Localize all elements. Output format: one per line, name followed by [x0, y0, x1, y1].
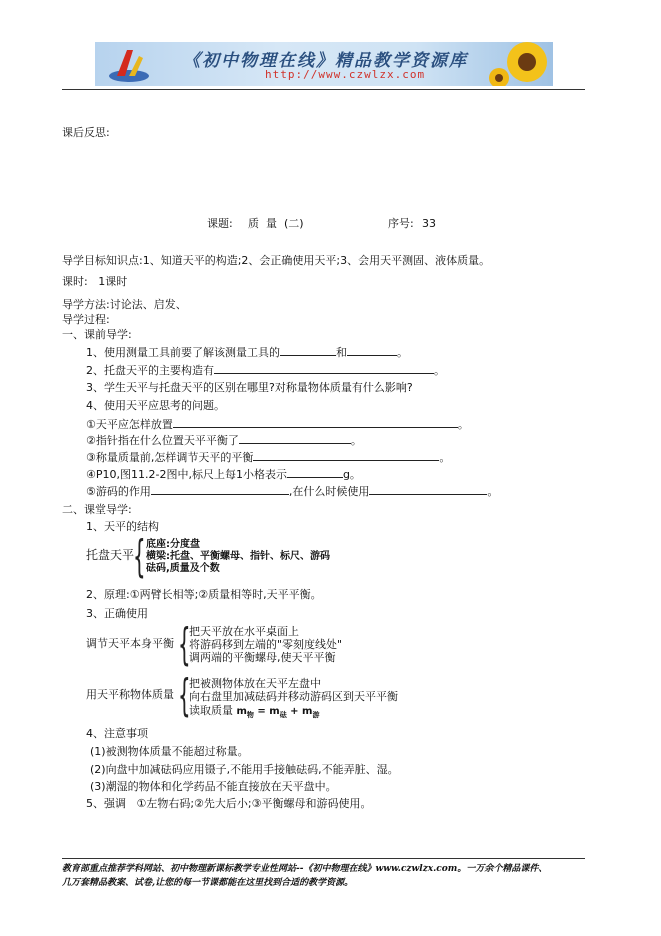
question-2	[86, 363, 445, 378]
sunflower-icon	[487, 42, 551, 86]
question-1-text-a: 1、使用测量工具前要了解该测量工具的	[86, 346, 280, 359]
question-1-text-b: 和	[336, 346, 347, 359]
step-3-usage: 3、正确使用	[86, 607, 148, 620]
question-2-text-b: 。	[434, 364, 445, 377]
question-4-3-text-a: ③称量质量前,怎样调节天平的平衡	[86, 451, 254, 464]
weigh-item-3	[189, 705, 319, 721]
step-2-principle: 2、原理:①两臂长相等;②质量相等时,天平平衡。	[86, 588, 322, 601]
question-1-text-c: 。	[397, 346, 408, 359]
weigh-item-3-text: 读取质量	[189, 704, 233, 717]
question-4-3-text-b: 。	[439, 451, 451, 464]
footer-line-1: 教育部重点推荐学科网站、初中物理新课标教学专业性网站--《初中物理在线》www.czwlzx.com。一万余个精品课件、	[62, 864, 548, 874]
weigh-item-2: 向右盘里加减砝码并移动游码区到天平平衡	[189, 690, 398, 703]
question-4-5-text-b: ,在什么时候使用	[288, 485, 370, 498]
weigh-label: 用天平称物体质量	[86, 688, 174, 701]
balance-label: 托盘天平	[86, 548, 135, 562]
footer-line-2: 几万套精品教案、试卷,让您的每一节课都能在这里找到合适的教学资源。	[62, 878, 354, 888]
adjust-item-2: 将游码移到左端的"零刻度线处"	[189, 638, 343, 651]
question-4-3	[86, 450, 450, 465]
question-4-1-text-a: ①天平应怎样放置	[86, 418, 173, 431]
blank-4-3[interactable]	[253, 450, 439, 461]
formula-mid: m	[269, 706, 280, 717]
blank-1a[interactable]	[280, 345, 336, 356]
blank-2[interactable]	[214, 363, 434, 374]
section1-title: 一、课前导学:	[62, 328, 132, 341]
blank-4-1[interactable]	[173, 417, 458, 428]
question-4-4-text-a: ④P10,图11.2-2图中,标尺上每1小格表示	[86, 468, 287, 481]
question-4-5-text-c: 。	[487, 485, 499, 498]
topic-label: 课题:	[207, 217, 233, 230]
note-3: (3)潮湿的物体和化学药品不能直接放在天平盘中。	[90, 780, 337, 793]
site-logo-icon	[107, 46, 151, 84]
question-4-2-text-a: ②指针指在什么位置天平平衡了	[86, 434, 239, 447]
formula-mid-sub: 砝	[279, 711, 287, 719]
lesson-period: 课时: 1课时	[62, 275, 128, 288]
blank-4-2[interactable]	[239, 433, 351, 444]
question-4-2-text-b: 。	[350, 434, 362, 447]
blank-4-5b[interactable]	[369, 484, 487, 495]
balance-item-weights: 砝码,质量及个数	[146, 563, 220, 574]
brace-adjust: {	[178, 619, 191, 670]
blank-4-5a[interactable]	[151, 484, 289, 495]
blank-1b[interactable]	[347, 345, 397, 356]
question-4-5	[86, 484, 498, 499]
header-divider	[62, 89, 585, 90]
mass-formula: $m_物 = m_砝 + m_游$	[236, 706, 320, 719]
question-2-text-a: 2、托盘天平的主要构造有	[86, 364, 214, 377]
weigh-item-1: 把被测物体放在天平左盘中	[189, 677, 321, 690]
footer-divider	[62, 858, 585, 859]
reflection-label: 课后反思:	[62, 126, 110, 139]
formula-rhs-sub: 游	[312, 711, 320, 719]
formula-lhs: m	[236, 706, 247, 717]
question-4-2	[86, 433, 362, 448]
brace-balance: {	[133, 531, 146, 582]
step-1-structure: 1、天平的结构	[86, 520, 159, 533]
question-1	[86, 345, 408, 360]
adjust-label: 调节天平本身平衡	[86, 637, 174, 650]
adjust-item-1: 把天平放在水平桌面上	[189, 625, 299, 638]
header-banner	[95, 42, 553, 86]
adjust-item-3: 调两端的平衡螺母,使天平平衡	[189, 651, 336, 664]
brace-weigh: {	[178, 670, 191, 721]
process-label: 导学过程:	[62, 313, 110, 326]
serial-label: 序号:	[388, 217, 414, 230]
learning-goals: 导学目标知识点:1、知道天平的构造;2、会正确使用天平;3、会用天平测固、液体质量。	[62, 254, 491, 267]
question-4-5-text-a: ⑤游码的作用	[86, 485, 151, 498]
question-4-4-text-b: g。	[342, 468, 361, 481]
note-2: (2)向盘中加减砝码应用镊子,不能用手接触砝码,不能弄脏、湿。	[90, 763, 399, 776]
note-1: (1)被测物体质量不能超过称量。	[90, 745, 249, 758]
formula-rhs: m	[302, 706, 313, 717]
question-4-1-text-b: 。	[457, 418, 469, 431]
question-4-4	[86, 467, 361, 482]
balance-item-base: 底座:分度盘	[146, 539, 200, 550]
formula-lhs-sub: 物	[246, 711, 254, 719]
question-3: 3、学生天平与托盘天平的区别在哪里?对称量物体质量有什么影响?	[86, 381, 413, 394]
blank-4-4[interactable]	[287, 467, 343, 478]
site-title: 《初中物理在线》精品教学资源库	[183, 51, 468, 71]
serial-number: 33	[422, 217, 436, 230]
step-5-emphasis: 5、强调 ①左物右码;②先大后小;③平衡螺母和游码使用。	[86, 797, 372, 810]
question-4-1	[86, 417, 469, 432]
balance-item-beam: 横梁:托盘、平衡螺母、指针、标尺、游码	[146, 551, 330, 562]
question-4: 4、使用天平应思考的问题。	[86, 399, 225, 412]
site-url[interactable]: http://www.czwlzx.com	[265, 68, 426, 81]
section2-title: 二、课堂导学:	[62, 503, 132, 516]
step-4-notes: 4、注意事项	[86, 727, 148, 740]
teaching-method: 导学方法:讨论法、启发、	[62, 298, 187, 311]
topic-text: 质 量 (二)	[248, 217, 304, 230]
